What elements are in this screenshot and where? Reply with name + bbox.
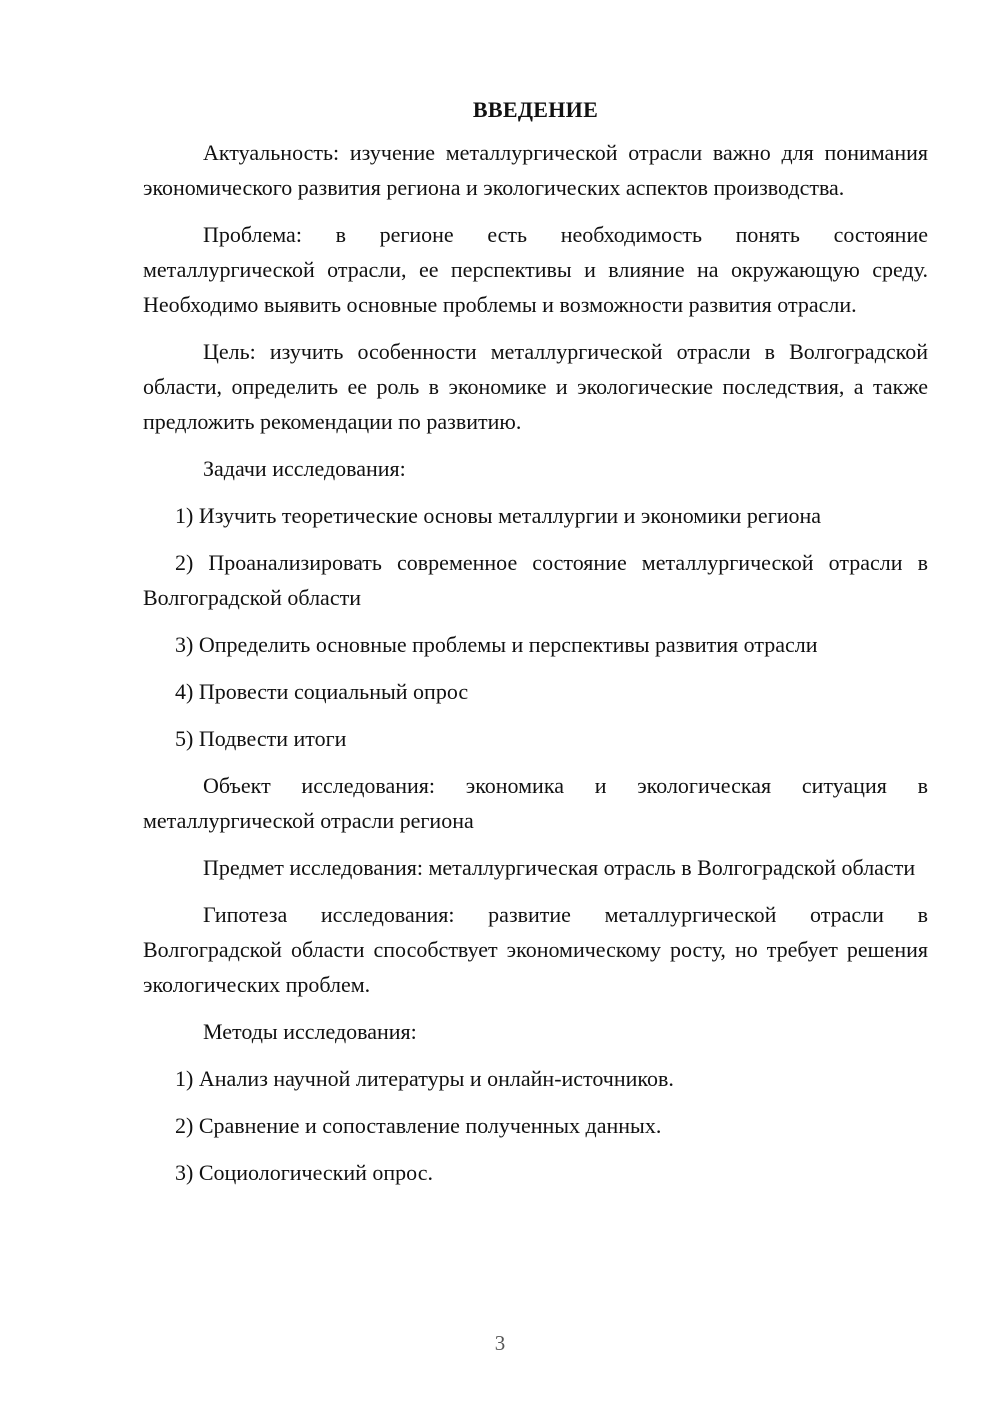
tasks-heading: Задачи исследования:	[203, 456, 406, 481]
task-item-5: 5) Подвести итоги	[175, 726, 347, 751]
task-item-3: 3) Определить основные проблемы и перспективы развития отрасли	[175, 632, 818, 657]
task-item-4: 4) Провести социальный опрос	[175, 679, 469, 704]
document-page	[143, 93, 928, 1202]
object-paragraph: Объект исследования: экономика и экологическая ситуация в металлургической отрасли региона	[143, 773, 928, 833]
page-number: 3	[494, 1331, 506, 1355]
subject-paragraph: Предмет исследования: металлургическая отрасль в Волгоградской области	[203, 855, 916, 880]
method-item-2: 2) Сравнение и сопоставление полученных данных.	[175, 1113, 662, 1138]
methods-heading: Методы исследования:	[203, 1019, 417, 1044]
hypothesis-paragraph: Гипотеза исследования: развитие металлургической отрасли в Волгоградской области способствует экономическому росту, но требует решения экологических проблем.	[143, 902, 928, 997]
problem-paragraph: Проблема: в регионе есть необходимость понять состояние металлургической отрасли, ее перспективы и влияние на окружающую среду. Необходимо выявить основные проблемы и возможности развития отрасли.	[143, 222, 928, 317]
method-item-3: 3) Социологический опрос.	[175, 1160, 433, 1185]
method-item-1: 1) Анализ научной литературы и онлайн-источников.	[175, 1066, 674, 1091]
task-item-1: 1) Изучить теоретические основы металлургии и экономики региона	[175, 503, 822, 528]
goal-paragraph: Цель: изучить особенности металлургической отрасли в Волгоградской области, определить ее роль в экономике и экологические последствия, а также предложить рекомендации по развитию.	[143, 339, 928, 434]
task-item-2: 2) Проанализировать современное состояние металлургической отрасли в Волгоградской области	[143, 550, 928, 610]
relevance-paragraph: Актуальность: изучение металлургической отрасли важно для понимания экономического развития региона и экологических аспектов производства.	[143, 140, 928, 200]
section-title: ВВЕДЕНИЕ	[472, 97, 599, 122]
